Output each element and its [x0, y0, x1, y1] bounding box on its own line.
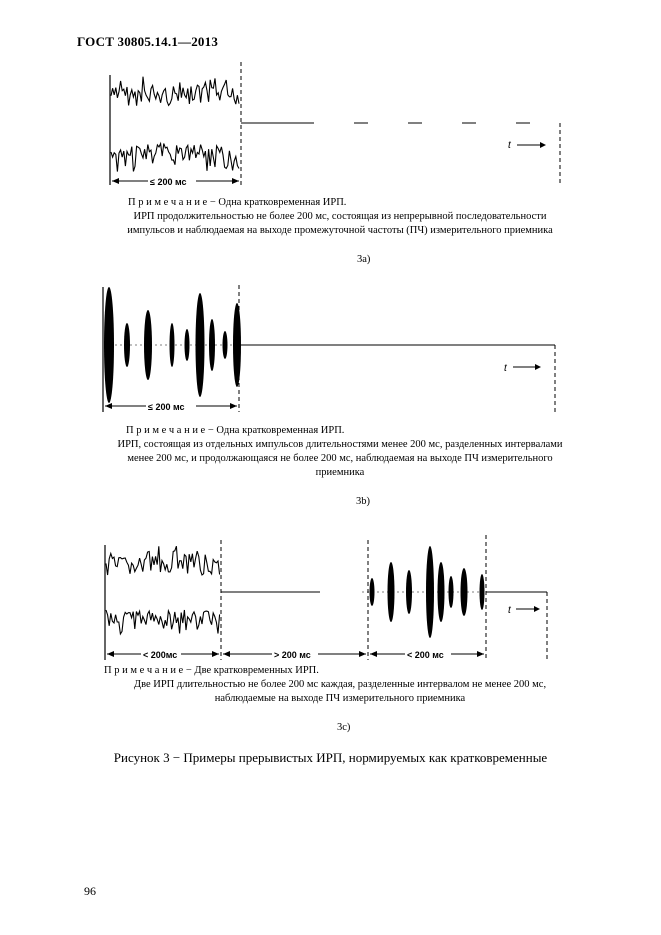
figure-3a-waveforms — [111, 77, 239, 172]
figure-3c-duration-1-arrowhead-left — [107, 651, 114, 657]
figure-3a-lower-trace — [111, 144, 239, 172]
figure-3b-note-line-1: ИРП, состоящая из отдельных импульсов длительностями менее 200 мс, разделенных интервалами — [117, 439, 563, 450]
figure-caption: Рисунок 3 − Примеры прерывистых ИРП, нормируемых как кратковременные — [113, 750, 548, 765]
figure-3b-time-label: t — [504, 363, 507, 374]
figure-3a-time-label: t — [508, 140, 511, 151]
figure-3b-duration-label: ≤ 200 мс — [148, 402, 185, 412]
figure-3c-lower-trace — [106, 610, 220, 634]
figure-3c-note — [40, 664, 640, 706]
figure-3a-note-title: − Одна кратковременная ИРП. — [207, 197, 347, 208]
figure-3a-duration-arrowhead-right — [232, 178, 239, 184]
figure-3c-waveforms — [106, 546, 220, 634]
figure-3a-note — [40, 196, 640, 238]
figure-3a-note-line-2: импульсов и наблюдаемая на выходе промежуточной частоты (ПЧ) измерительного приемника — [127, 225, 553, 236]
figure-3b — [0, 280, 661, 420]
figure-3b-note-label: П р и м е ч а н и е — [126, 425, 206, 436]
figure-3c-label: 3с) — [337, 722, 351, 733]
figure-3c-time-arrowhead — [534, 606, 540, 612]
figure-3c-duration-label-2: < 200 мс — [407, 650, 444, 660]
figure-3a-duration-label: ≤ 200 мс — [150, 177, 187, 187]
figure-3c-duration-2-arrowhead-left — [370, 651, 377, 657]
figure-3b-duration-arrowhead-right — [230, 403, 237, 409]
figure-3b-time-arrowhead — [535, 364, 541, 370]
figure-3c-upper-trace — [106, 546, 220, 575]
document-header: ГОСТ 30805.14.1—2013 — [77, 34, 219, 49]
figure-3a-note-line-1: ИРП продолжительностью не более 200 мс, состоящая из непрерывной последовательности — [133, 211, 547, 222]
figure-3b-duration-arrowhead-left — [105, 403, 112, 409]
figure-3c-time-label: t — [508, 605, 511, 616]
figure-3c-note-line-1: Две ИРП длительностью не более 200 мс каждая, разделенные интервалом не менее 200 мс, — [133, 679, 547, 690]
figure-3a-note-label: П р и м е ч а н и е — [128, 197, 208, 208]
figure-3b-note — [40, 424, 640, 480]
figure-3b-note-line-2: менее 200 мс, и продолжающаяся не более 200 мс, наблюдаемая на выходе ПЧ измерительного — [127, 453, 553, 464]
figure-3c-duration-1-arrowhead-right — [212, 651, 219, 657]
figure-3a-time-arrowhead — [540, 142, 546, 148]
figure-3c-duration-2-arrowhead-right — [477, 651, 484, 657]
figure-3b-note-line-3: приемника — [315, 467, 365, 478]
figure-3c-gap-label: > 200 мс — [274, 650, 311, 660]
figure-3b-note-title: − Одна кратковременная ИРП. — [205, 425, 345, 436]
figure-3c — [0, 530, 661, 670]
figure-3b-label: 3b) — [356, 496, 370, 507]
figure-3a-label: 3а) — [357, 254, 371, 265]
figure-3c-gap-arrowhead-right — [359, 651, 366, 657]
figure-3c-note-line-2: наблюдаемые на выходе ПЧ измерительного приемника — [214, 693, 466, 704]
figure-3c-note-label: П р и м е ч а н и е — [104, 665, 184, 676]
figure-3c-duration-label-1: < 200мс — [143, 650, 178, 660]
figure-3a-upper-trace — [111, 77, 239, 106]
page-number: 96 — [84, 884, 96, 898]
figure-3c-note-title: − Две кратковременных ИРП. — [183, 665, 319, 676]
figure-3a-duration-arrowhead-left — [112, 178, 119, 184]
figure-3c-gap-arrowhead-left — [223, 651, 230, 657]
